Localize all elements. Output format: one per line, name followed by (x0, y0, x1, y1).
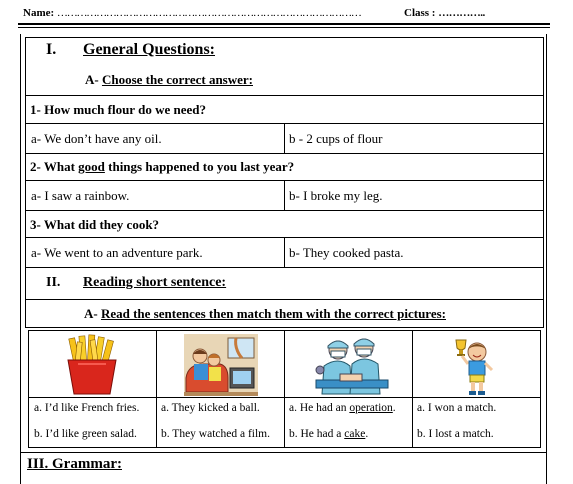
question-2: 2- What good things happened to you last year? (30, 159, 295, 174)
match-option-4b[interactable]: b. I lost a match. (417, 428, 494, 440)
header-rule-bottom (18, 27, 550, 28)
match-option-1b[interactable]: b. I’d like green salad. (34, 428, 137, 440)
matching-col-divider-1 (156, 330, 157, 448)
match-option-2a[interactable]: a. They kicked a ball. (161, 402, 260, 414)
section2-numeral: II. (46, 275, 61, 290)
french-fries-picture (60, 334, 124, 396)
section3-title: III. Grammar: (27, 456, 122, 472)
match-option-2b[interactable]: b. They watched a film. (161, 428, 271, 440)
option-3a[interactable]: a- We went to an adventure park. (31, 245, 203, 260)
answer-row-2-divider (284, 181, 285, 211)
matching-col-divider-3 (412, 330, 413, 448)
option-1b[interactable]: b - 2 cups of flour (289, 131, 383, 146)
class-label: Class : ………….. (404, 7, 485, 19)
matching-col-divider-2 (284, 330, 285, 448)
name-label: Name: ………………………………………………………………………………… (23, 7, 361, 19)
answer-row-1-divider (284, 124, 285, 154)
header-rule-top (18, 23, 550, 25)
section2-title: Reading short sentence: (83, 275, 227, 290)
answer-row-3-divider (284, 238, 285, 268)
section3-rule (20, 452, 547, 453)
section2-rule (25, 299, 544, 300)
boy-with-trophy-picture (450, 334, 502, 396)
option-2b[interactable]: b- I broke my leg. (289, 188, 383, 203)
section2-subheading: A- Read the sentences then match them with the correct pictures: (84, 306, 446, 321)
section1-title: General Questions: (83, 41, 215, 58)
match-option-1a[interactable]: a. I’d like French fries. (34, 402, 140, 414)
section1-numeral: I. (46, 41, 57, 58)
option-2a[interactable]: a- I saw a rainbow. (31, 188, 130, 203)
match-option-4a[interactable]: a. I won a match. (417, 402, 497, 414)
question-1: 1- How much flour do we need? (30, 102, 206, 117)
surgeons-operating-picture (310, 334, 392, 396)
name-field[interactable]: ………………………………………………………………………………… (56, 7, 361, 19)
option-3b[interactable]: b- They cooked pasta. (289, 245, 404, 260)
question-3: 3- What did they cook? (30, 217, 160, 232)
option-1a[interactable]: a- We don’t have any oil. (31, 131, 162, 146)
section1-subheading: A- Choose the correct answer: (85, 72, 253, 87)
match-option-3b[interactable]: b. He had a cake. (289, 428, 369, 440)
match-option-3a[interactable]: a. He had an operation. (289, 402, 396, 414)
class-field[interactable]: ………….. (438, 7, 485, 19)
family-watching-tv-picture (184, 334, 258, 396)
